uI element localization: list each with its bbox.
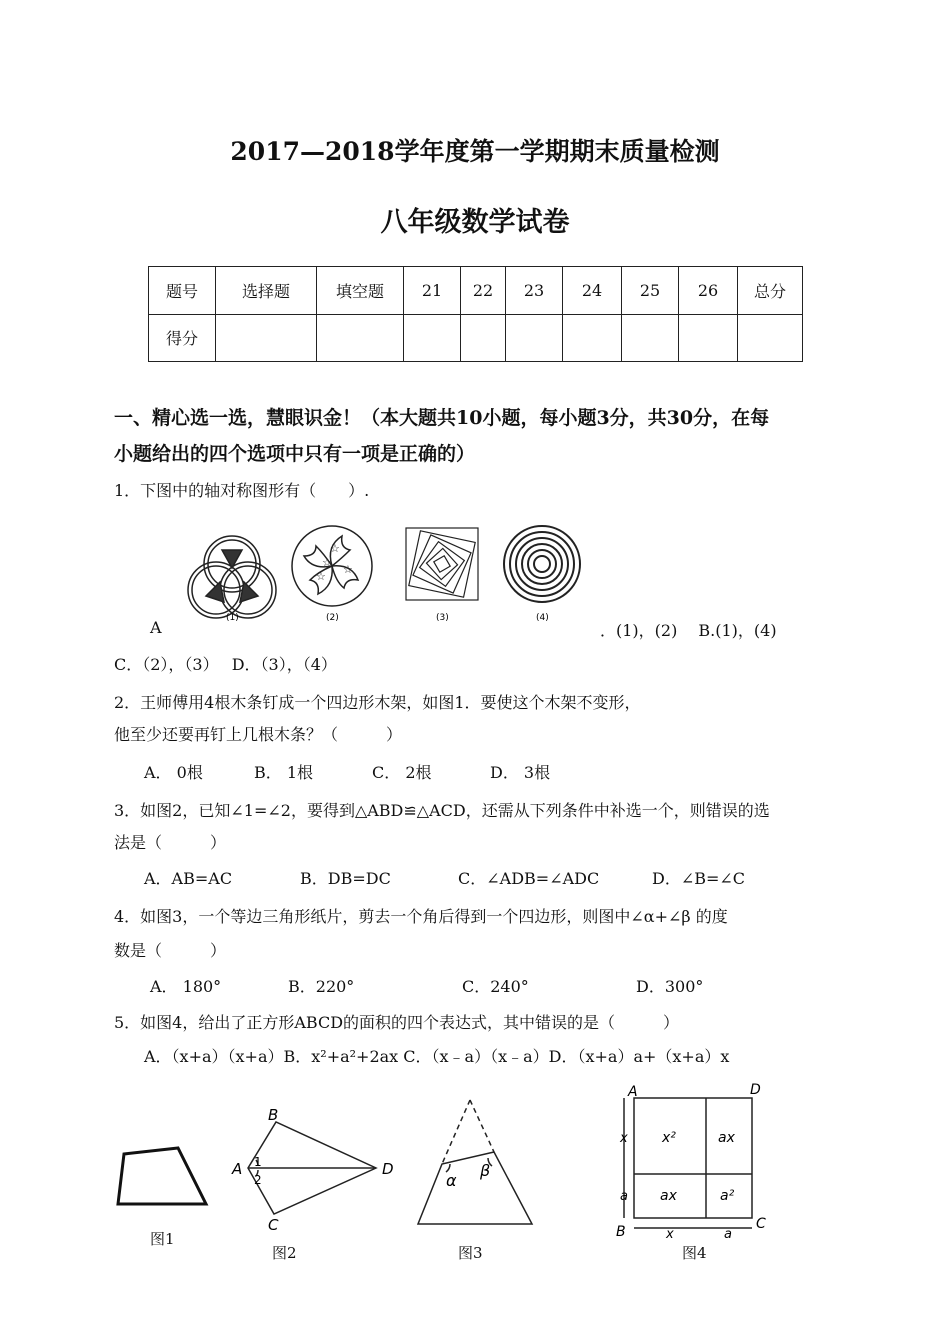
fig2-label-d: D	[382, 1160, 394, 1178]
score-value-row	[149, 314, 803, 362]
q4-option-a: A． 180°	[150, 977, 222, 996]
q4-line1: 4．如图3，一个等边三角形纸片，剪去一个角后得到一个四边形，则图中∠α+∠β 的度	[114, 907, 728, 926]
fig-rotated-squares	[406, 528, 478, 600]
svg-text:☆: ☆	[343, 563, 353, 576]
fig-label-2: (2)	[326, 613, 339, 623]
table-cell: 23	[506, 267, 563, 315]
fig-concentric-circles	[504, 526, 580, 602]
fig4-label-d-vertex: D	[750, 1082, 761, 1098]
table-cell: 填空题	[317, 267, 404, 315]
q1-option-a-letter: A	[150, 618, 162, 637]
fig2-label-b: B	[268, 1106, 279, 1124]
svg-text:☆: ☆	[330, 542, 340, 555]
fig4-label-c-vertex: C	[756, 1216, 766, 1232]
exam-title: 2017—2018学年度第一学期期末质量检测	[230, 137, 720, 166]
fig4-caption: 图4	[682, 1244, 707, 1262]
score-cell	[563, 314, 622, 362]
q1-stem: 1．下图中的轴对称图形有（ ）.	[114, 481, 370, 500]
table-cell: 得分	[149, 314, 216, 362]
q2-option-a: A． 0根	[144, 763, 203, 782]
table-cell: 26	[679, 267, 738, 315]
fig-label-1: (1)	[226, 613, 239, 623]
score-header-row	[149, 267, 803, 315]
q3-option-b: B．DB=DC	[300, 869, 391, 888]
q4-option-d: D．300°	[636, 977, 704, 996]
fig2-caption: 图2	[272, 1244, 297, 1262]
q2-option-c: C． 2根	[372, 763, 432, 782]
table-cell: 24	[563, 267, 622, 315]
fig4-label-x-left: x	[620, 1131, 628, 1146]
q4-option-c: C．240°	[462, 977, 529, 996]
section-heading-line2: 小题给出的四个选项中只有一项是正确的）	[114, 443, 476, 465]
fig4-label-a-vertex: A	[628, 1084, 638, 1100]
q1-figures	[180, 518, 600, 628]
q4-line2: 数是（ ）	[114, 941, 227, 960]
q2-line2: 他至少还要再钉上几根木条？（ ）	[114, 725, 403, 744]
fig3-caption: 图3	[458, 1244, 483, 1262]
fig4-label-a-bottom: a	[724, 1227, 732, 1240]
q1-option-ab: ．(1)，(2) B.(1)，(4)	[600, 621, 777, 640]
fig4-label-x2: x²	[662, 1130, 676, 1146]
fig3-label-alpha: α	[446, 1171, 457, 1190]
table-cell: 选择题	[216, 267, 317, 315]
fig4-label-a2: a²	[720, 1188, 735, 1204]
q5-options: A．（x+a）（x+a）B．x²+a²+2ax C．（x﹣a）（x﹣a）D．（x+a）a+（x+a）x	[144, 1047, 730, 1066]
q3-option-c: C．∠ADB=∠ADC	[458, 869, 600, 888]
score-cell	[506, 314, 563, 362]
score-cell	[679, 314, 738, 362]
fig-label-4: (4)	[536, 613, 549, 623]
table-cell: 25	[622, 267, 679, 315]
fig2-label-c: C	[268, 1216, 279, 1234]
fig3-label-beta: β	[480, 1161, 491, 1180]
section-heading-line1: 一、精心选一选，慧眼识金！（本大题共10小题，每小题3分，共30分，在每	[114, 407, 770, 429]
q3-line2: 法是（ ）	[114, 833, 227, 852]
q2-line1: 2．王师傅用4根木条钉成一个四边形木架，如图1．要使这个木架不变形，	[114, 693, 641, 712]
table-cell: 总分	[738, 267, 803, 315]
fig3-cut-triangle	[410, 1094, 540, 1234]
svg-text:☆: ☆	[316, 570, 326, 583]
fig2-label-a: A	[232, 1160, 243, 1178]
q2-option-b: B． 1根	[254, 763, 314, 782]
q3-option-d: D．∠B=∠C	[652, 869, 746, 888]
score-cell	[622, 314, 679, 362]
fig-label-3: (3)	[436, 613, 449, 623]
table-cell: 22	[461, 267, 506, 315]
svg-text:☆: ☆	[322, 556, 332, 569]
fig-trefoil	[188, 536, 276, 618]
q5-stem: 5．如图4，给出了正方形ABCD的面积的四个表达式，其中错误的是（ ）	[114, 1013, 680, 1032]
table-cell: 题号	[149, 267, 216, 315]
fig2-label-1: 1	[254, 1155, 262, 1169]
q2-option-d: D． 3根	[490, 763, 551, 782]
fig4-square	[610, 1080, 780, 1240]
score-table	[148, 266, 803, 362]
exam-subtitle: 八年级数学试卷	[380, 207, 570, 238]
fig2-kite	[226, 1106, 406, 1236]
score-cell	[738, 314, 803, 362]
fig4-label-b-vertex: B	[616, 1224, 626, 1240]
fig1-quadrilateral	[108, 1140, 218, 1220]
score-cell	[216, 314, 317, 362]
fig4-label-a-left: a	[620, 1189, 628, 1204]
score-cell	[317, 314, 404, 362]
q4-option-b: B．220°	[288, 977, 355, 996]
fig4-label-ax-bottom: ax	[660, 1188, 677, 1204]
score-cell	[404, 314, 461, 362]
table-cell: 21	[404, 267, 461, 315]
fig4-label-ax-top: ax	[718, 1130, 735, 1146]
q1-option-cd: C．（2），（3） D．（3），（4）	[114, 655, 337, 674]
q3-line1: 3．如图2，已知∠1=∠2，要得到△ABD≌△ACD，还需从下列条件中补选一个，则错误的选	[114, 801, 770, 820]
fig4-label-x-bottom: x	[666, 1227, 674, 1240]
fig1-caption: 图1	[150, 1230, 175, 1248]
fig-pinwheel-stars	[292, 526, 372, 606]
score-cell	[461, 314, 506, 362]
fig2-label-2: 2	[254, 1173, 262, 1187]
q3-option-a: A．AB=AC	[144, 869, 233, 888]
